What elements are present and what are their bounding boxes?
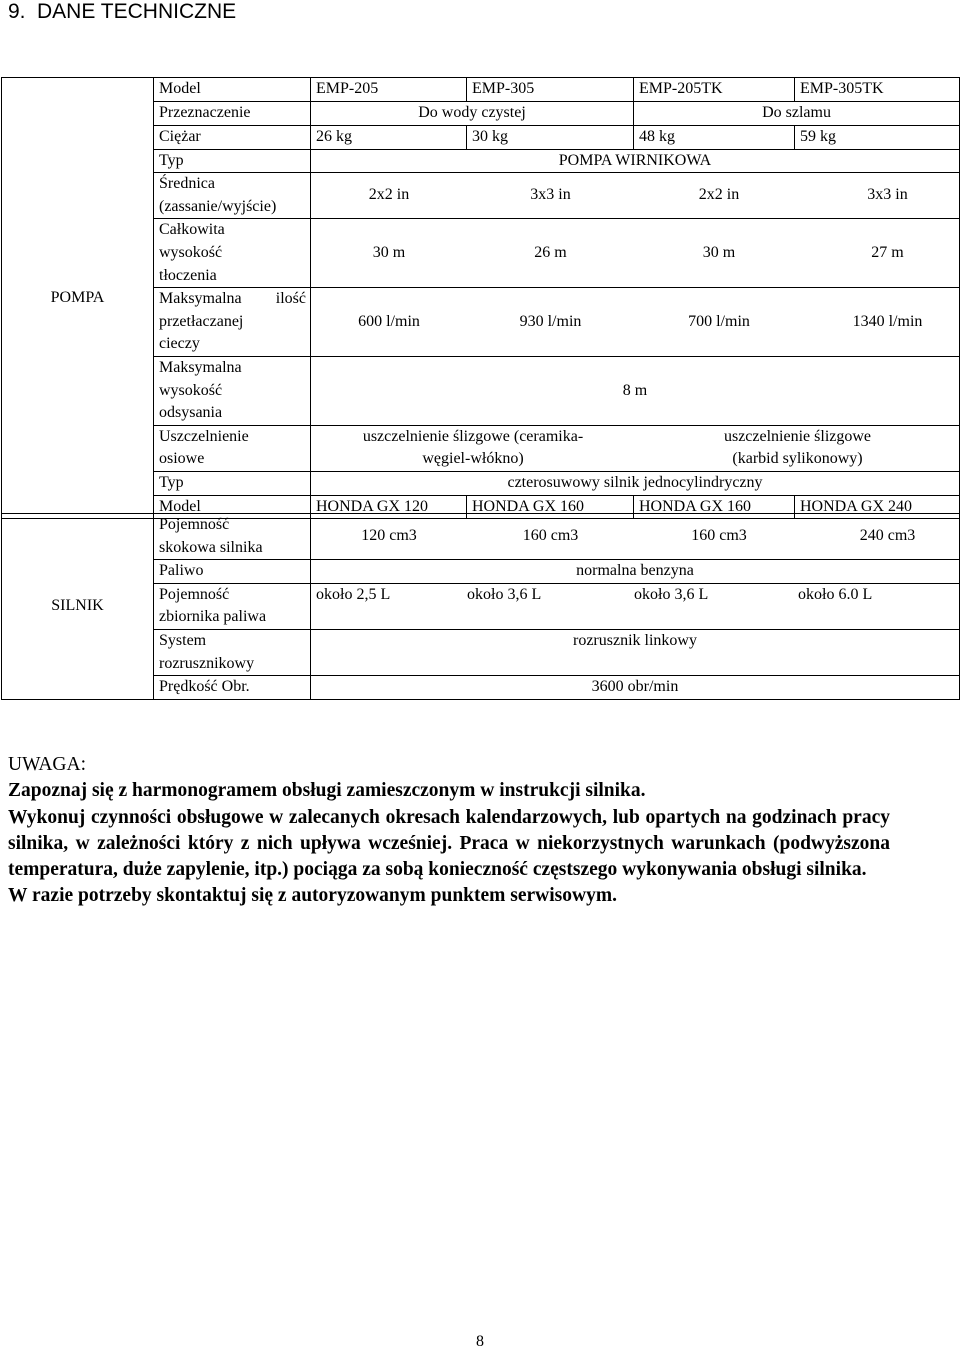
- row-label: Typ: [154, 149, 311, 173]
- table-cell: 30 kg: [467, 126, 634, 150]
- label-word: Maksymalna: [159, 290, 242, 308]
- table-cell: Do szlamu: [634, 102, 960, 126]
- table-cell: czterosuwowy silnik jednocylindryczny: [311, 471, 960, 495]
- table-cell: EMP-205TK: [634, 78, 795, 102]
- label-line: zbiornika paliwa: [159, 608, 267, 626]
- label-line: cieczy: [159, 335, 200, 353]
- row-label: Ciężar: [154, 126, 311, 150]
- table-cell: 48 kg: [634, 126, 795, 150]
- row-label: Model: [154, 495, 311, 519]
- label-line: osiowe: [159, 450, 205, 468]
- table-cell: [311, 514, 960, 560]
- note-line: W razie potrzeby skontaktuj się z autoryzowanym punktem serwisowym.: [8, 885, 617, 907]
- table-value: [311, 426, 635, 471]
- row-label: Prędkość Obr.: [154, 676, 311, 700]
- table-value: 26 m: [534, 243, 567, 261]
- technical-data-table: [1, 77, 960, 519]
- table-value: 160 cm3: [522, 527, 579, 545]
- row-label: Paliwo: [154, 560, 311, 584]
- table-cell: [311, 219, 960, 288]
- section-heading: [8, 0, 236, 24]
- note-title: UWAGA:: [8, 754, 86, 775]
- section-number: 9.: [8, 0, 26, 23]
- note-line: Zapoznaj się z harmonogramem obsługi zamieszczonym w instrukcji silnika.: [8, 780, 646, 802]
- engine-data-table: [1, 513, 960, 700]
- table-value: 30 m: [702, 243, 736, 261]
- value-line: (karbid sylikonowy): [732, 450, 863, 468]
- table-row: [2, 514, 960, 560]
- table-value: 3x3 in: [530, 186, 571, 204]
- row-label: [154, 219, 311, 288]
- table-value: 120 cm3: [361, 527, 417, 545]
- label-line: [159, 288, 310, 311]
- table-cell: HONDA GX 160: [634, 495, 795, 519]
- table-cell: [311, 173, 960, 219]
- label-word: ilość: [275, 290, 306, 308]
- label-line: wysokość: [159, 243, 223, 261]
- table-value: [635, 426, 960, 471]
- table-cell: [311, 425, 960, 471]
- label-line: System: [159, 631, 207, 649]
- label-line: Średnica: [159, 175, 215, 193]
- label-line: rozrusznikowy: [159, 654, 255, 672]
- table-cell: HONDA GX 160: [467, 495, 634, 519]
- row-label: [154, 173, 311, 219]
- value-line: uszczelnienie ślizgowe: [723, 427, 872, 445]
- table-cell: 8 m: [311, 356, 960, 425]
- table-value: 3x3 in: [867, 186, 908, 204]
- label-line: Całkowita: [159, 221, 225, 239]
- table-value: 160 cm3: [691, 527, 747, 545]
- table-cell: EMP-205: [311, 78, 467, 102]
- row-label: [154, 288, 311, 357]
- label-line: (zassanie/wyjście): [159, 197, 277, 215]
- warning-note: [8, 752, 890, 910]
- table-cell: HONDA GX 240: [795, 495, 960, 519]
- row-label: Przeznaczenie: [154, 102, 311, 126]
- table-cell: EMP-305TK: [795, 78, 960, 102]
- table-cell: Do wody czystej: [311, 102, 634, 126]
- table-cell: [311, 288, 960, 357]
- table-value: 27 m: [871, 243, 904, 261]
- table-cell: HONDA GX 120: [311, 495, 467, 519]
- label-line: Maksymalna: [159, 358, 242, 376]
- row-label: [154, 356, 311, 425]
- row-label: [154, 425, 311, 471]
- row-label: [154, 583, 311, 629]
- table-cell: [311, 583, 960, 629]
- label-line: skokowa silnika: [159, 538, 263, 556]
- table-value: 240 cm3: [859, 527, 916, 545]
- table-row: [2, 78, 960, 102]
- row-label: [154, 514, 311, 560]
- section-label-pump: POMPA: [2, 78, 154, 519]
- table-value: 600 l/min: [358, 312, 420, 330]
- label-line: Pojemność: [159, 516, 230, 533]
- label-line: odsysania: [159, 404, 223, 422]
- value-line: uszczelnienie ślizgowe (ceramika-: [362, 427, 584, 445]
- table-cell: 3600 obr/min: [311, 676, 960, 700]
- label-line: Uszczelnienie: [159, 427, 249, 445]
- table-value: około 6.0 L: [798, 585, 873, 603]
- row-label: Model: [154, 78, 311, 102]
- value-line: węgiel-włókno): [422, 450, 524, 468]
- table-cell: rozrusznik linkowy: [311, 629, 960, 675]
- table-value: 30 m: [372, 243, 406, 261]
- label-line: tłoczenia: [159, 266, 217, 284]
- note-body: [8, 778, 890, 909]
- table-value: 700 l/min: [688, 312, 750, 330]
- table-value: 2x2 in: [698, 186, 740, 204]
- row-label: Typ: [154, 471, 311, 495]
- table-value: 930 l/min: [519, 312, 582, 330]
- label-line: Pojemność: [159, 585, 230, 603]
- table-cell: normalna benzyna: [311, 560, 960, 584]
- table-value: 1340 l/min: [852, 312, 923, 330]
- table-cell: POMPA WIRNIKOWA: [311, 149, 960, 173]
- page-number: 8: [476, 1333, 484, 1350]
- note-paragraph: Wykonuj czynności obsługowe w zalecanych okresach kalendarzowych, lub opartych na godzinach pracy silnika, w zależności który z nich upływa wcześniej. Praca w niekorzystnych warunkach (podwyższona temperatura, duże zapylenie, itp.) pociąga za sobą konieczność częstszego wykonywania obsługi silnika.: [8, 806, 890, 881]
- row-label: [154, 629, 311, 675]
- table-value: około 3,6 L: [467, 585, 542, 603]
- section-label-engine: SILNIK: [2, 514, 154, 700]
- table-value: 2x2 in: [368, 186, 410, 204]
- label-line: przetłaczanej: [159, 312, 244, 330]
- table-cell: EMP-305: [467, 78, 634, 102]
- label-line: wysokość: [159, 381, 223, 399]
- table-cell: 59 kg: [795, 126, 960, 150]
- table-value: około 2,5 L: [316, 585, 391, 603]
- table-cell: 26 kg: [311, 126, 467, 150]
- table-value: około 3,6 L: [634, 585, 709, 603]
- section-title: DANE TECHNICZNE: [37, 0, 237, 23]
